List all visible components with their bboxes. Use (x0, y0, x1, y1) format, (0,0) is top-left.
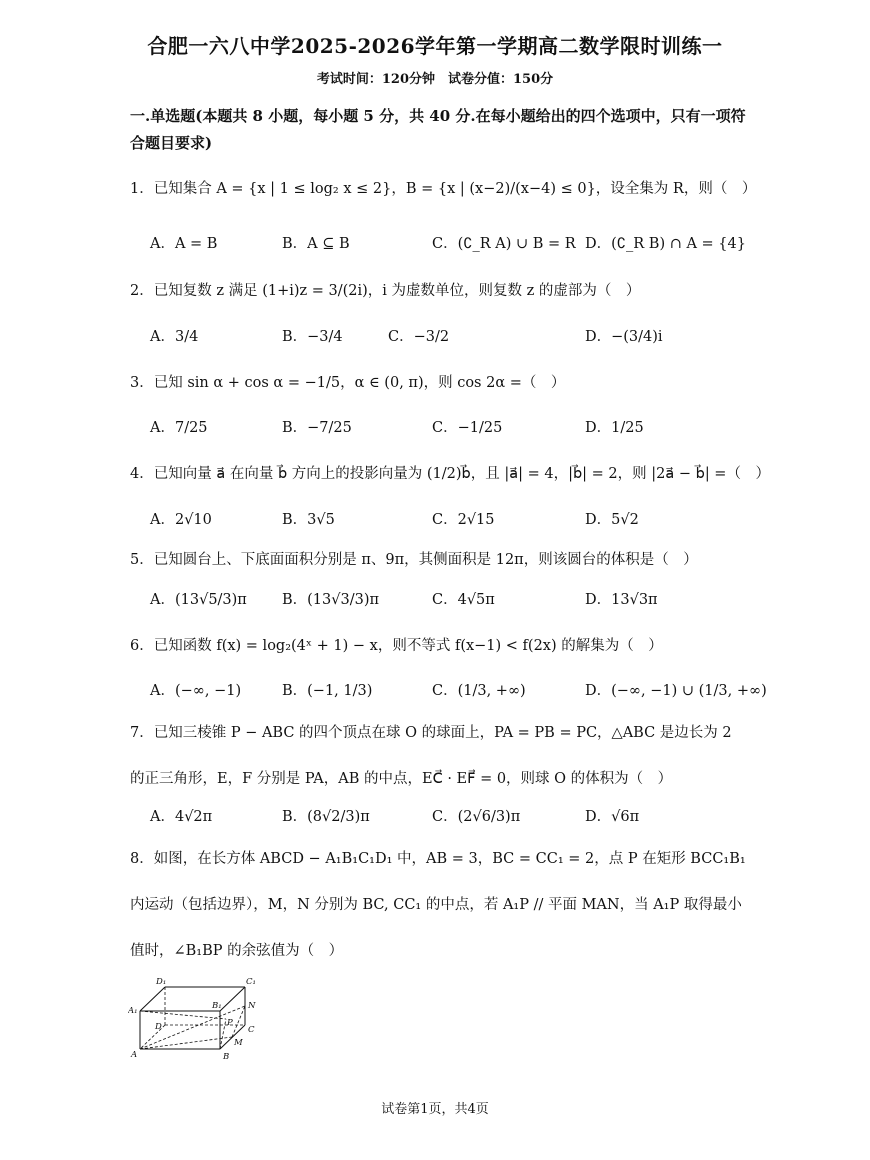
edge-c1b1 (220, 987, 245, 1011)
question-6-stem: 6．已知函数 f(x) = log₂(4ˣ + 1) − x，则不等式 f(x−1) < f(2x) 的解集为（ ） (130, 638, 663, 654)
question-1-stem: 1．已知集合 A = {x | 1 ≤ log₂ x ≤ 2}，B = {x | (x−2)/(x−4) ≤ 0}，设全集为 R，则（ ） (130, 181, 757, 197)
q5-option-d: D．13√3π (585, 592, 658, 608)
q3-option-d: D．1/25 (585, 420, 644, 436)
q3-option-a: A．7/25 (150, 420, 208, 436)
q6-option-a: A．(−∞, −1) (150, 683, 242, 699)
label-a: A (131, 1050, 138, 1060)
q1-option-b: B．A ⊆ B (282, 236, 350, 252)
q5-option-b: B．(13√3/3)π (282, 592, 380, 608)
q2-option-c: C．−3/2 (388, 329, 450, 345)
label-d: D (155, 1022, 162, 1032)
question-8-stem: 8．如图，在长方体 ABCD − A₁B₁C₁D₁ 中，AB = 3，BC = CC₁ = 2，点 P 在矩形 BCC₁B₁ 内运动（包括边界），M，N 分别为 BC, CC₁ 的中点，若 A₁P // 平面 MAN，当 A₁P 取得最小值时，∠B₁BP 的余弦值为（ ） (130, 851, 746, 959)
label-n: N (248, 1001, 256, 1011)
q1-option-a: A．A = B (150, 236, 218, 252)
cuboid-figure (128, 975, 268, 1065)
q7-option-b: B．(8√2/3)π (282, 809, 370, 825)
label-d1: D₁ (156, 977, 167, 987)
label-b: B (223, 1052, 230, 1062)
q2-option-a: A．3/4 (150, 329, 199, 345)
label-m: M (234, 1038, 243, 1048)
q5-option-a: A．(13√5/3)π (150, 592, 247, 608)
label-b1: B₁ (212, 1001, 222, 1011)
q4-option-c: C．2√15 (432, 512, 495, 528)
q2-option-d: D．−(3/4)i (585, 329, 663, 345)
question-4-stem: 4．已知向量 a⃗ 在向量 b⃗ 方向上的投影向量为 (1/2)b⃗，且 |a⃗| = 4，|b⃗| = 2，则 |2a⃗ − b⃗| =（ ） (130, 466, 770, 482)
q7-option-a: A．4√2π (150, 809, 213, 825)
q4-option-d: D．5√2 (585, 512, 639, 528)
exam-title: 合肥一六八中学2025-2026学年第一学期高二数学限时训练一 (147, 34, 723, 58)
label-a1: A₁ (128, 1006, 138, 1016)
q2-option-b: B．−3/4 (282, 329, 343, 345)
question-3-stem: 3．已知 sin α + cos α = −1/5，α ∈ (0, π)，则 cos 2α =（ ） (130, 375, 566, 391)
label-c: C (248, 1025, 255, 1035)
question-2-stem: 2．已知复数 z 满足 (1+i)z = 3/(2i)，i 为虚数单位，则复数 z 的虚部为（ ） (130, 283, 641, 299)
q3-option-b: B．−7/25 (282, 420, 352, 436)
page-footer: 试卷第1页，共4页 (381, 1102, 489, 1117)
q7-option-d: D．√6π (585, 809, 640, 825)
q4-option-b: B．3√5 (282, 512, 335, 528)
q5-option-c: C．4√5π (432, 592, 495, 608)
q1-option-c: C．(∁_R A) ∪ B = R (432, 236, 576, 252)
edge-a1d1 (140, 987, 165, 1011)
segment-a1p (140, 1011, 226, 1019)
label-c1: C₁ (246, 977, 256, 987)
q6-option-b: B．(−1, 1/3) (282, 683, 373, 699)
question-5-stem: 5．已知圆台上、下底面面积分别是 π、9π，其侧面积是 12π，则该圆台的体积是（ ） (130, 552, 698, 568)
q1-option-d: D．(∁_R B) ∩ A = {4} (585, 236, 746, 252)
q7-option-c: C．(2√6/3)π (432, 809, 521, 825)
section-heading: 一.单选题(本题共 8 小题，每小题 5 分，共 40 分.在每小题给出的四个选项中，只有一项符合题目要求) (130, 107, 746, 152)
q6-option-d: D．(−∞, −1) ∪ (1/3, +∞) (585, 683, 767, 699)
q4-option-a: A．2√10 (150, 512, 212, 528)
question-7-stem: 7．已知三棱锥 P − ABC 的四个顶点在球 O 的球面上，PA = PB = PC，△ABC 是边长为 2 的正三角形，E，F 分别是 PA，AB 的中点，EC⃗ · EF⃗ = 0，则球 O 的体积为（ ） (130, 725, 732, 787)
label-p: P (227, 1018, 233, 1028)
q6-option-c: C．(1/3, +∞) (432, 683, 526, 699)
q3-option-c: C．−1/25 (432, 420, 503, 436)
exam-info: 考试时间：120分钟 试卷分值：150分 (316, 72, 554, 87)
